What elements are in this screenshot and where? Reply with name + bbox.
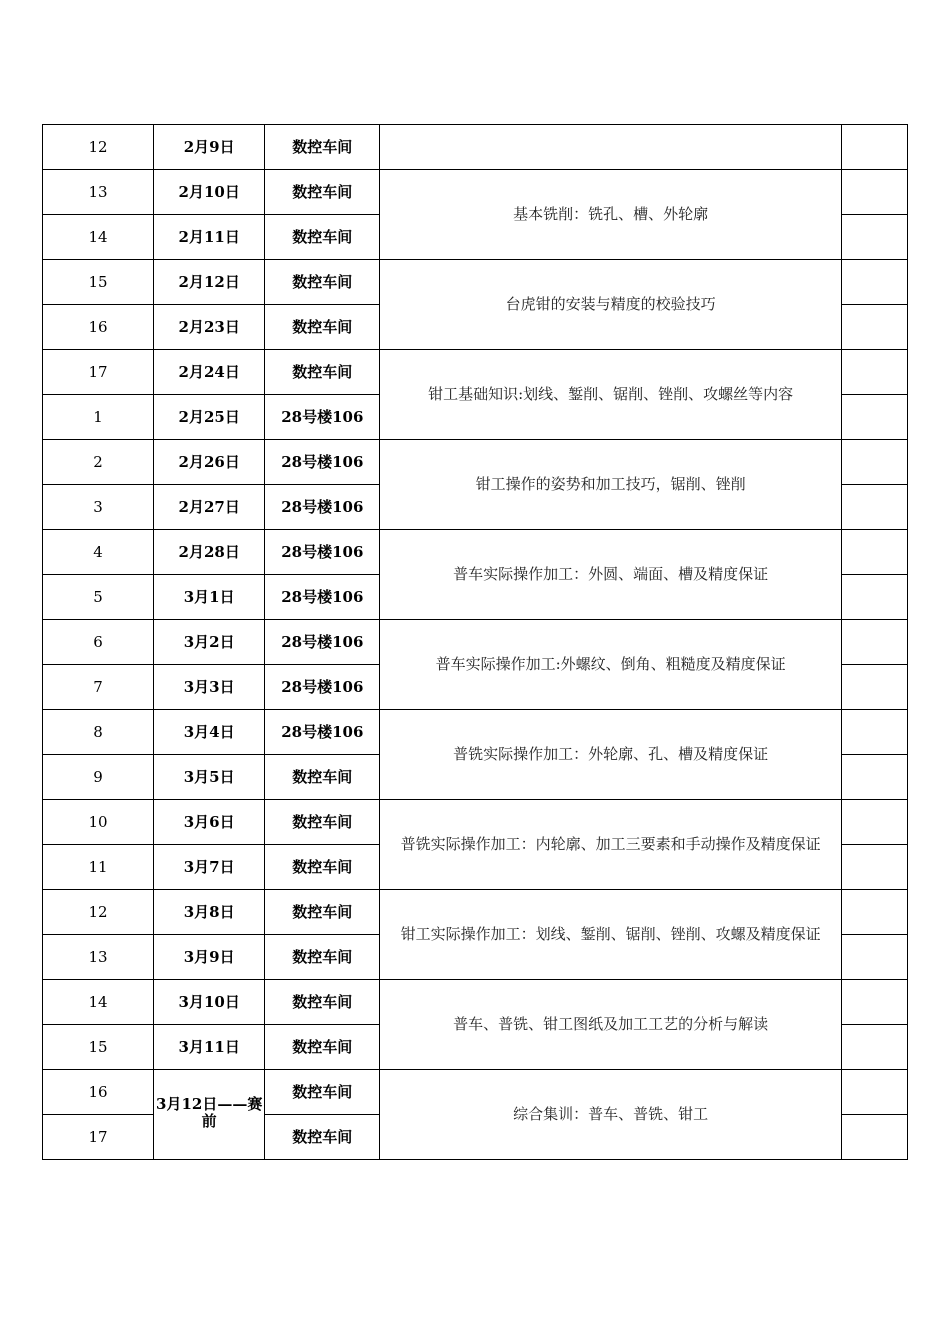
table-row <box>43 710 908 755</box>
row-empty-cell <box>841 845 907 890</box>
row-number: 15 <box>43 260 154 305</box>
table-row <box>43 890 908 935</box>
row-empty-cell <box>841 935 907 980</box>
row-date: 3月6日 <box>154 800 265 845</box>
table-row <box>43 800 908 845</box>
row-empty-cell <box>841 305 907 350</box>
row-location: 数控车间 <box>265 800 380 845</box>
table-row <box>43 260 908 305</box>
row-number: 7 <box>43 665 154 710</box>
row-content <box>380 125 842 170</box>
row-number: 8 <box>43 710 154 755</box>
row-empty-cell <box>841 530 907 575</box>
row-number: 5 <box>43 575 154 620</box>
row-date: 2月11日 <box>154 215 265 260</box>
row-number: 10 <box>43 800 154 845</box>
row-date: 2月25日 <box>154 395 265 440</box>
row-location: 数控车间 <box>265 935 380 980</box>
row-empty-cell <box>841 980 907 1025</box>
row-location: 28号楼106 <box>265 710 380 755</box>
row-date: 3月2日 <box>154 620 265 665</box>
row-content: 普车实际操作加工：外圆、端面、槽及精度保证 <box>380 530 842 620</box>
row-location: 28号楼106 <box>265 485 380 530</box>
row-date: 2月10日 <box>154 170 265 215</box>
row-location: 数控车间 <box>265 260 380 305</box>
row-location: 28号楼106 <box>265 665 380 710</box>
row-content: 钳工基础知识:划线、錾削、锯削、锉削、攻螺丝等内容 <box>380 350 842 440</box>
table-row <box>43 440 908 485</box>
row-empty-cell <box>841 800 907 845</box>
row-number: 6 <box>43 620 154 665</box>
row-number: 3 <box>43 485 154 530</box>
row-location: 数控车间 <box>265 305 380 350</box>
row-date: 2月26日 <box>154 440 265 485</box>
row-date: 3月3日 <box>154 665 265 710</box>
row-empty-cell <box>841 890 907 935</box>
schedule-table <box>42 124 908 1160</box>
row-content: 钳工实际操作加工：划线、錾削、锯削、锉削、攻螺及精度保证 <box>380 890 842 980</box>
row-number: 9 <box>43 755 154 800</box>
row-number: 14 <box>43 980 154 1025</box>
table-row <box>43 980 908 1025</box>
row-location: 数控车间 <box>265 170 380 215</box>
row-empty-cell <box>841 1025 907 1070</box>
row-location: 28号楼106 <box>265 440 380 485</box>
row-empty-cell <box>841 1115 907 1160</box>
row-date: 2月9日 <box>154 125 265 170</box>
table-row <box>43 125 908 170</box>
row-number: 1 <box>43 395 154 440</box>
row-number: 17 <box>43 1115 154 1160</box>
row-date: 3月9日 <box>154 935 265 980</box>
row-empty-cell <box>841 755 907 800</box>
row-location: 28号楼106 <box>265 530 380 575</box>
row-number: 14 <box>43 215 154 260</box>
row-number: 15 <box>43 1025 154 1070</box>
row-date: 3月8日 <box>154 890 265 935</box>
table-row <box>43 1070 908 1115</box>
row-location: 数控车间 <box>265 1070 380 1115</box>
row-date: 2月28日 <box>154 530 265 575</box>
row-number: 16 <box>43 305 154 350</box>
row-number: 13 <box>43 935 154 980</box>
row-empty-cell <box>841 620 907 665</box>
row-location: 数控车间 <box>265 350 380 395</box>
row-date: 3月7日 <box>154 845 265 890</box>
row-location: 数控车间 <box>265 755 380 800</box>
row-content: 综合集训：普车、普铣、钳工 <box>380 1070 842 1160</box>
row-empty-cell <box>841 395 907 440</box>
row-number: 2 <box>43 440 154 485</box>
row-number: 12 <box>43 125 154 170</box>
row-location: 28号楼106 <box>265 620 380 665</box>
row-date: 3月4日 <box>154 710 265 755</box>
row-number: 13 <box>43 170 154 215</box>
row-location: 数控车间 <box>265 890 380 935</box>
row-number: 17 <box>43 350 154 395</box>
row-date: 2月27日 <box>154 485 265 530</box>
row-empty-cell <box>841 215 907 260</box>
row-location: 数控车间 <box>265 845 380 890</box>
row-number: 16 <box>43 1070 154 1115</box>
row-date: 2月24日 <box>154 350 265 395</box>
row-location: 数控车间 <box>265 215 380 260</box>
row-date: 2月12日 <box>154 260 265 305</box>
row-content: 普铣实际操作加工：外轮廓、孔、槽及精度保证 <box>380 710 842 800</box>
row-location: 数控车间 <box>265 1025 380 1070</box>
row-location: 28号楼106 <box>265 575 380 620</box>
row-empty-cell <box>841 665 907 710</box>
row-content: 普铣实际操作加工：内轮廓、加工三要素和手动操作及精度保证 <box>380 800 842 890</box>
row-content: 台虎钳的安装与精度的校验技巧 <box>380 260 842 350</box>
row-location: 数控车间 <box>265 980 380 1025</box>
row-empty-cell <box>841 1070 907 1115</box>
row-empty-cell <box>841 710 907 755</box>
row-empty-cell <box>841 170 907 215</box>
table-row <box>43 350 908 395</box>
row-empty-cell <box>841 575 907 620</box>
row-content: 基本铣削：铣孔、槽、外轮廓 <box>380 170 842 260</box>
table-row <box>43 620 908 665</box>
row-date: 3月10日 <box>154 980 265 1025</box>
row-empty-cell <box>841 125 907 170</box>
row-date: 2月23日 <box>154 305 265 350</box>
row-content: 普车实际操作加工:外螺纹、倒角、粗糙度及精度保证 <box>380 620 842 710</box>
row-number: 4 <box>43 530 154 575</box>
row-location: 28号楼106 <box>265 395 380 440</box>
row-content: 钳工操作的姿势和加工技巧，锯削、锉削 <box>380 440 842 530</box>
row-date: 3月1日 <box>154 575 265 620</box>
row-content: 普车、普铣、钳工图纸及加工工艺的分析与解读 <box>380 980 842 1070</box>
table-row <box>43 170 908 215</box>
table-row <box>43 530 908 575</box>
row-empty-cell <box>841 485 907 530</box>
row-number: 12 <box>43 890 154 935</box>
row-number: 11 <box>43 845 154 890</box>
row-empty-cell <box>841 350 907 395</box>
row-date: 3月11日 <box>154 1025 265 1070</box>
row-empty-cell <box>841 260 907 305</box>
row-empty-cell <box>841 440 907 485</box>
row-location: 数控车间 <box>265 125 380 170</box>
row-date: 3月5日 <box>154 755 265 800</box>
row-date: 3月12日——赛前 <box>154 1070 265 1160</box>
row-location: 数控车间 <box>265 1115 380 1160</box>
